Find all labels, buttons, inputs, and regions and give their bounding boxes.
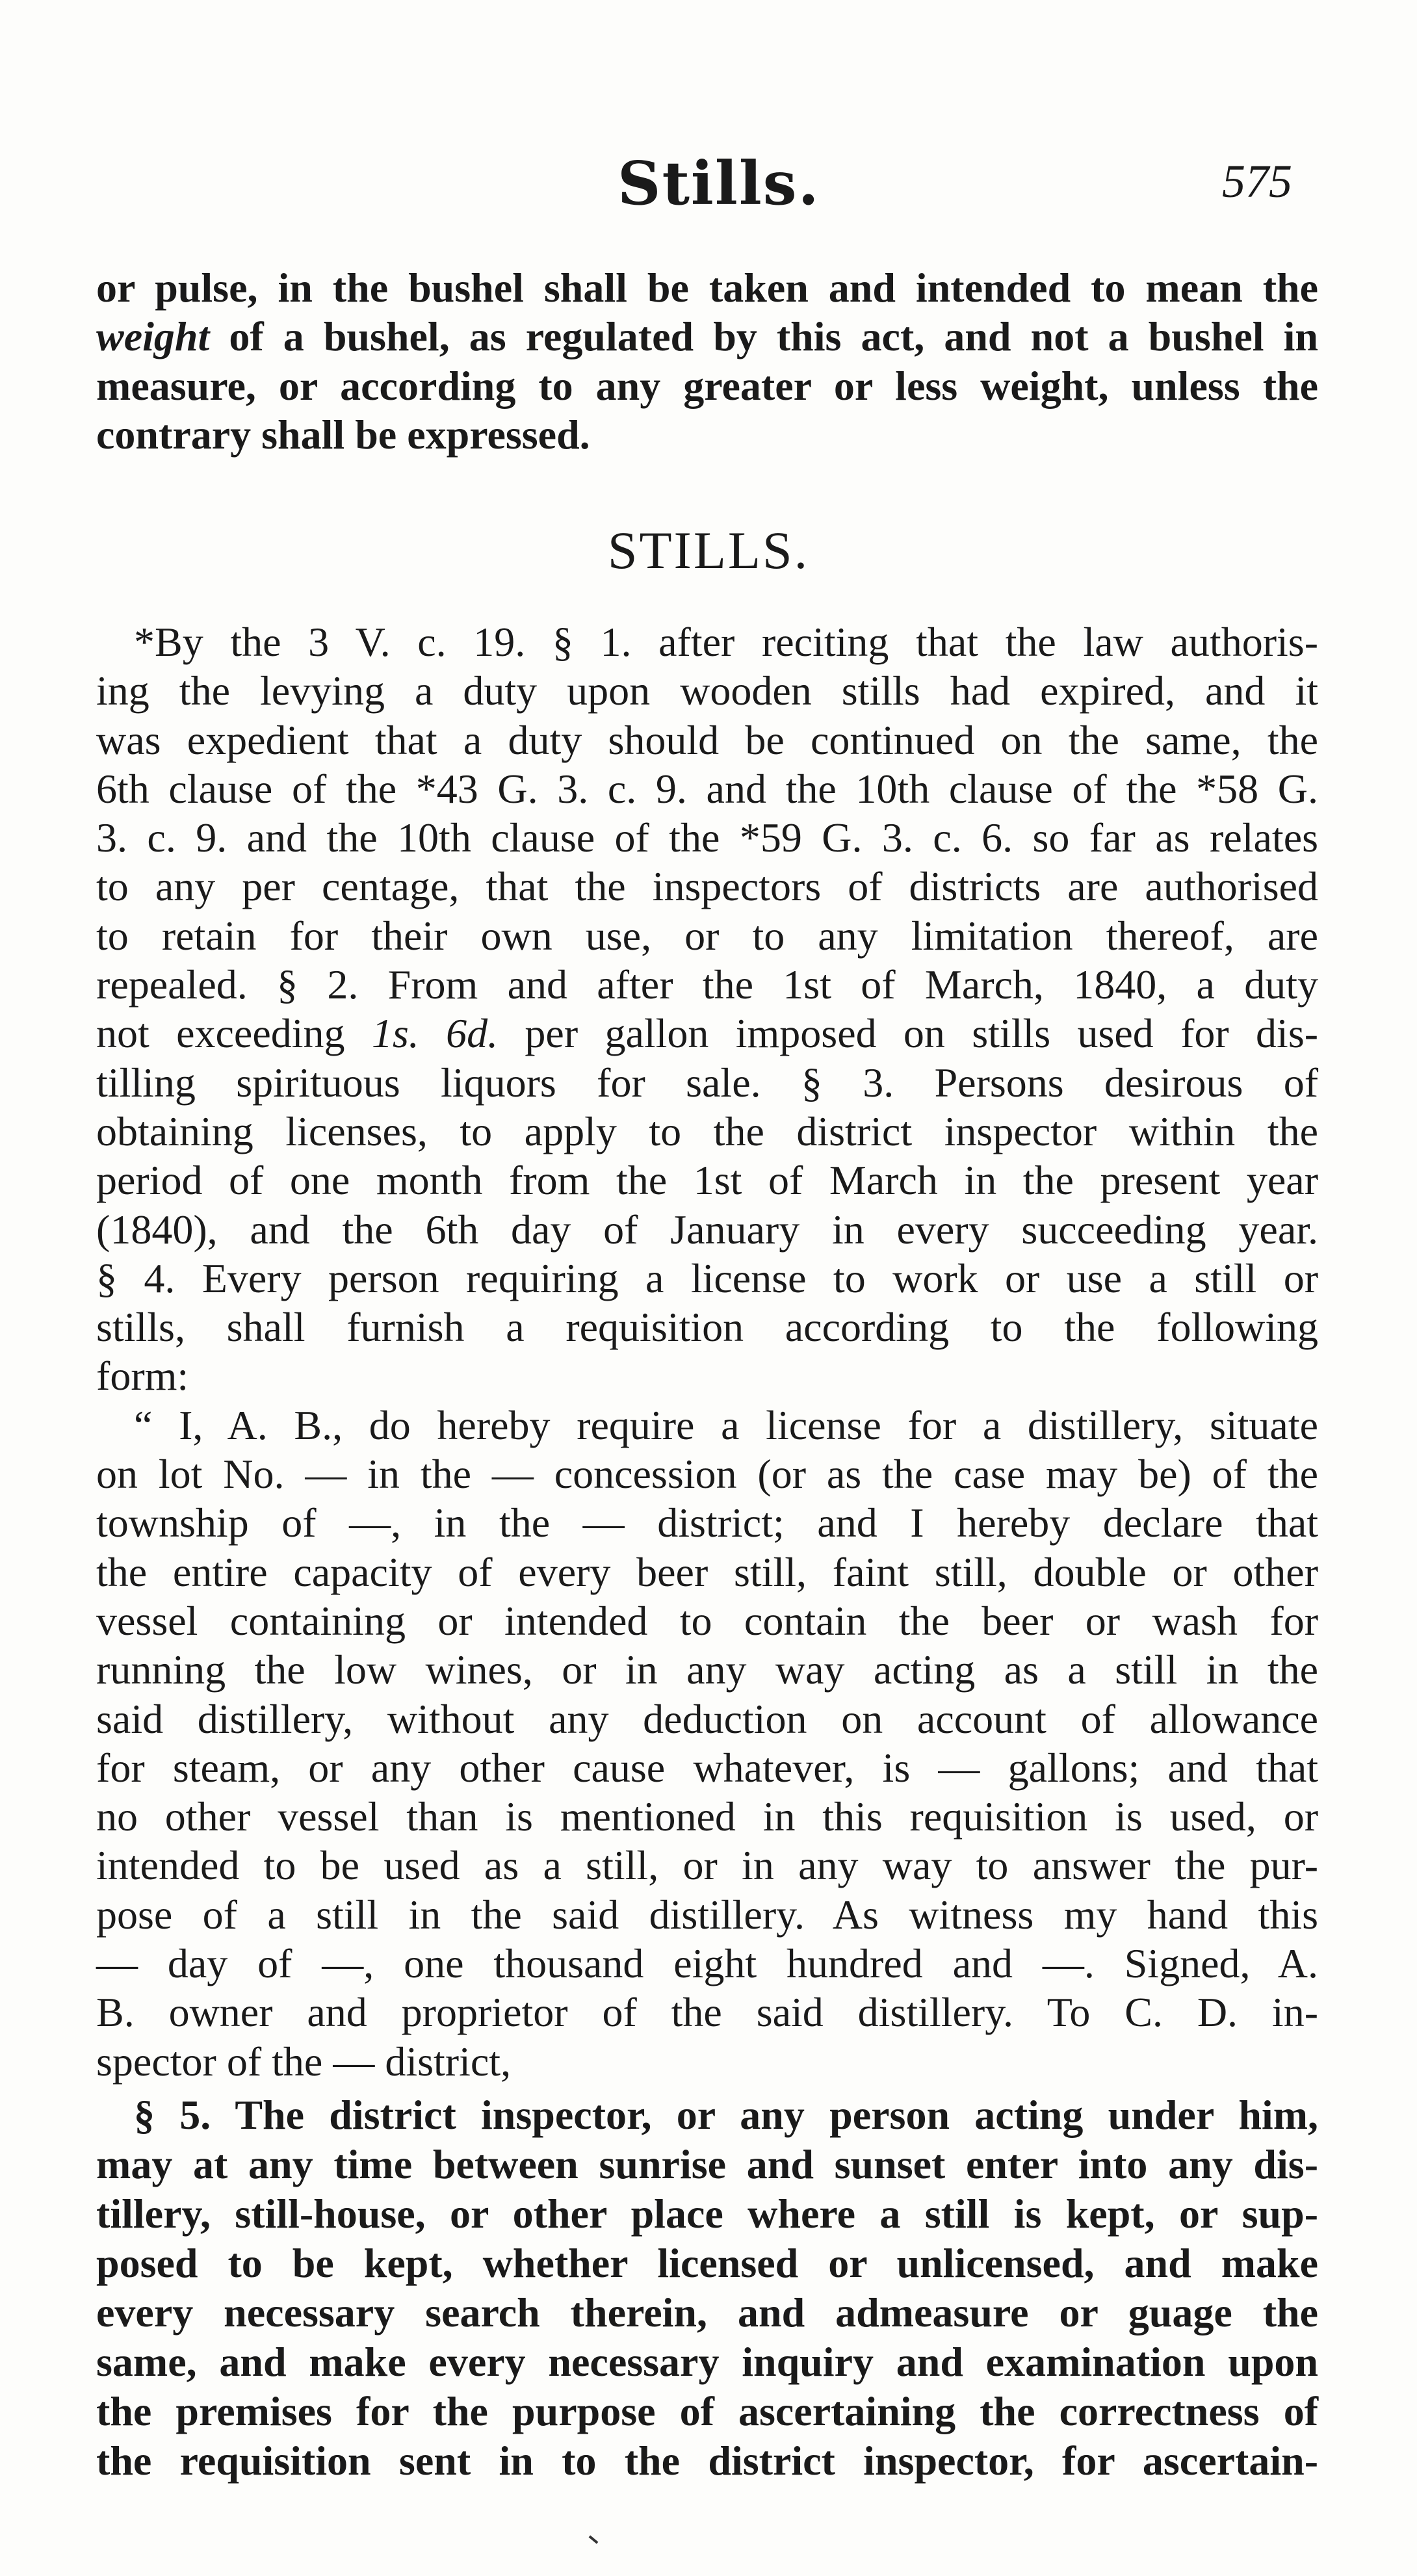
- text-line: stills, shall furnish a requisition according to the following: [96, 1304, 1318, 1351]
- form-line: for steam, or any other cause whatever, is — gallons; and that: [96, 1744, 1318, 1791]
- text-line: 3. c. 9. and the 10th clause of the *59 G. 3. c. 6. so far as relates: [96, 814, 1318, 861]
- form-line: vessel containing or intended to contain the beer or wash for: [96, 1597, 1318, 1644]
- form-line: B. owner and proprietor of the said distillery. To C. D. in-: [96, 1989, 1318, 2036]
- text-line: or pulse, in the bushel shall be taken and intended to mean the: [96, 265, 1318, 311]
- text-line: obtaining licenses, to apply to the district inspector within the: [96, 1108, 1318, 1154]
- ink-mark: [589, 2535, 599, 2543]
- text-line: not exceeding 1s. 6d. per gallon imposed on stills used for dis-: [96, 1010, 1319, 1057]
- form-line: spector of the — district,: [96, 2038, 512, 2085]
- form-line: — day of —, one thousand eight hundred and —. Signed, A.: [96, 1940, 1318, 1987]
- text-line: the requisition sent in to the district inspector, for ascertain-: [96, 2438, 1318, 2484]
- running-head: [0, 148, 1417, 220]
- text-line: repealed. § 2. From and after the 1st of March, 1840, a duty: [96, 961, 1318, 1008]
- form-line: said distillery, without any deduction on account of allowance: [96, 1695, 1318, 1742]
- text-line: tilling spirituous liquors for sale. § 3. Persons desirous of: [96, 1059, 1318, 1106]
- page-number: 575: [1222, 155, 1292, 207]
- text-line: period of one month from the 1st of March in the present year: [96, 1157, 1318, 1204]
- form-line: pose of a still in the said distillery. As witness my hand this: [96, 1891, 1318, 1938]
- text-line: posed to be kept, whether licensed or unlicensed, and make: [96, 2240, 1318, 2286]
- running-title: Stills.: [618, 148, 820, 218]
- text-line: may at any time between sunrise and sunset enter into any dis-: [96, 2141, 1318, 2187]
- text-line: § 4. Every person requiring a license to work or use a still or: [96, 1255, 1318, 1301]
- text-line: contrary shall be expressed.: [96, 411, 590, 458]
- italic-term: weight: [96, 313, 210, 360]
- opening-paragraph: [96, 263, 1318, 459]
- form-line: running the low wines, or in any way acting as a still in the: [96, 1646, 1318, 1693]
- text-line: ing the levying a duty upon wooden stills had expired, and it: [96, 668, 1318, 714]
- form-line: township of —, in the — district; and I hereby declare that: [96, 1500, 1318, 1546]
- text-line: form:: [96, 1353, 189, 1399]
- text-line: the premises for the purpose of ascertaining the correctness of: [96, 2388, 1318, 2434]
- form-line: the entire capacity of every beer still, faint still, double or other: [96, 1548, 1318, 1595]
- text-line: every necessary search therein, and admeasure or guage the: [96, 2289, 1318, 2335]
- text-line: to any per centage, that the inspectors of districts are authorised: [96, 863, 1318, 910]
- text-line: measure, or according to any greater or less weight, unless the: [96, 362, 1318, 409]
- form-line: intended to be used as a still, or in any way to answer the pur-: [96, 1842, 1318, 1889]
- text-line: weight of a bushel, as regulated by this act, and not a bushel in: [96, 313, 1319, 360]
- form-line: on lot No. — in the — concession (or as the case may be) of the: [96, 1451, 1318, 1498]
- form-line: no other vessel than is mentioned in this requisition is used, or: [96, 1793, 1318, 1840]
- section-five: [96, 2090, 1318, 2486]
- text-line: tillery, still-house, or other place where a still is kept, or sup-: [96, 2191, 1318, 2237]
- text-line: 6th clause of the *43 G. 3. c. 9. and the 10th clause of the *58 G.: [96, 765, 1318, 812]
- text-line: (1840), and the 6th day of January in every succeeding year.: [96, 1206, 1318, 1253]
- text-line: same, and make every necessary inquiry and examination upon: [96, 2339, 1318, 2385]
- form-line: “ I, A. B., do hereby require a license for a distillery, situate: [134, 1401, 1318, 1448]
- statute-text: [96, 618, 1318, 2086]
- text-line: § 5. The district inspector, or any person acting under him,: [134, 2092, 1318, 2138]
- text-line: *By the 3 V. c. 19. § 1. after reciting that the law authoris-: [134, 619, 1318, 665]
- duty-amount: 1s. 6d.: [371, 1010, 499, 1057]
- section-heading: STILLS.: [607, 521, 810, 580]
- text-line: to retain for their own use, or to any limitation thereof, are: [96, 912, 1318, 959]
- text-line: was expedient that a duty should be continued on the same, the: [96, 716, 1318, 763]
